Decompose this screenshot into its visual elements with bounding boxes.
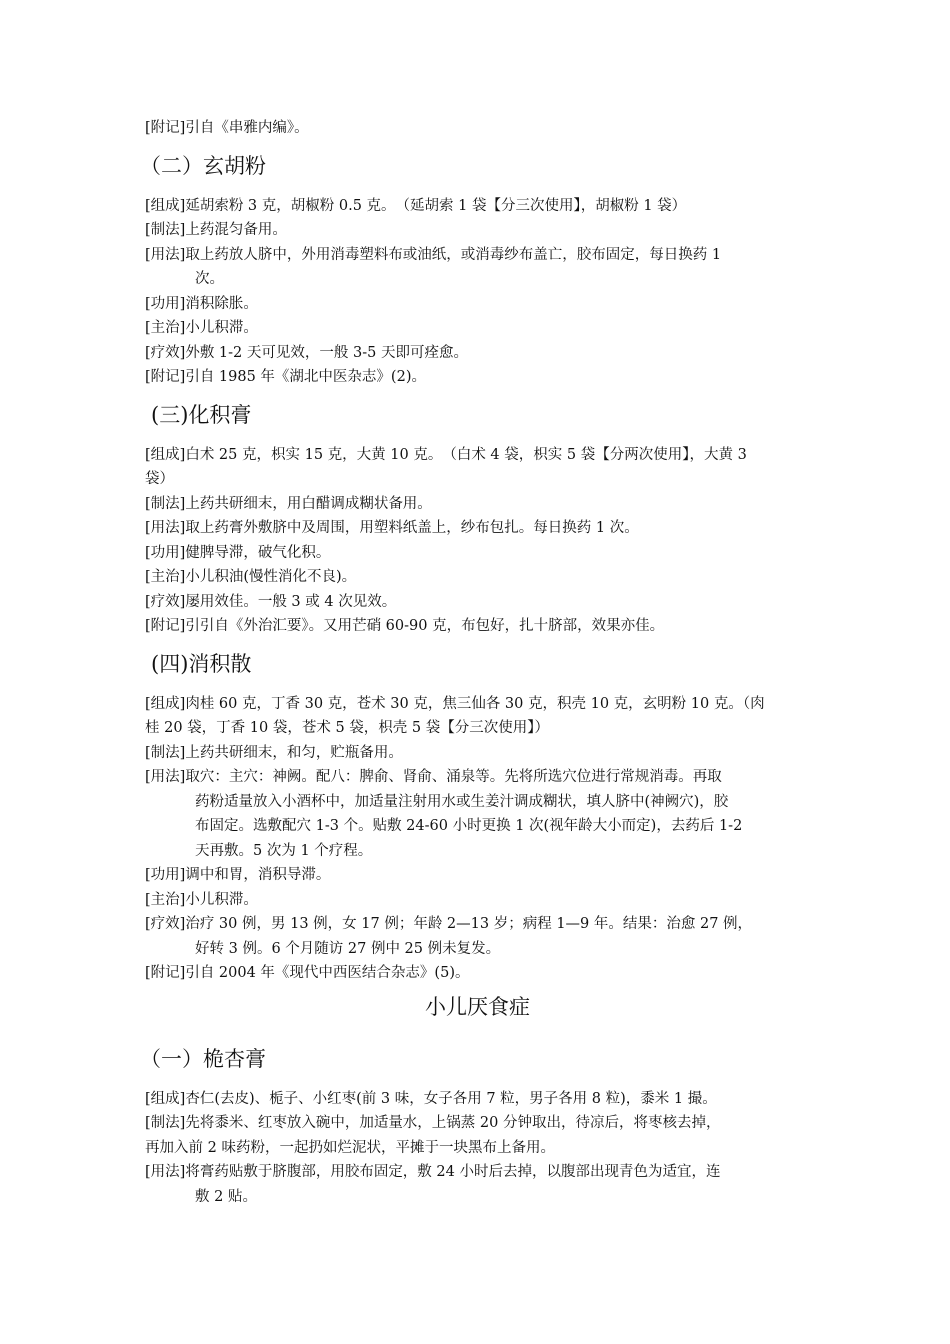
text-line: 再加入前 2 味药粉，一起扔如烂泥状，平摊于一块黑布上备用。 (145, 1139, 555, 1156)
text-line: [用法]将膏药贴敷于脐腹部，用胶布固定，敷 24 小时后去掉，以腹部出现青色为适宜，连 (145, 1164, 721, 1180)
section-xuanhu-powder (145, 194, 810, 390)
text-line: [制法]上药共研细末，用白醋调成糊状备用。 (145, 495, 432, 512)
section-xiaoji-powder (145, 692, 810, 986)
text-line: 布固定。选敷配穴 1-3 个。贴敷 24-60 小时更换 1 次(视年龄大小而定)，去药后 1-2 (195, 818, 743, 834)
section-zhixing-paste (145, 1087, 810, 1210)
text-line: 药粉适量放入小酒杯中，加适量注射用水或生姜汁调成糊状，填人脐中(神阙穴)，胶 (195, 793, 729, 810)
text-line: [功用]消积除胀。 (145, 295, 258, 312)
text-line: 袋） (145, 471, 174, 487)
text-line: [制法]上药混匀备用。 (145, 222, 287, 238)
text-line: [用法]取穴：主穴：神阙。配八：脾俞、肾俞、涌泉等。先将所选穴位进行常规消毒。再取 (145, 769, 722, 785)
text-line: [主治]小儿积滞。 (145, 891, 258, 908)
text-line: [附记]引自 1985 年《湖北中医杂志》(2)。 (145, 369, 426, 385)
text-line: [用法]取上药膏外敷脐中及周围，用塑料纸盖上，纱布包扎。每日换药 1 次。 (145, 520, 639, 536)
heading-zhixing-paste: （一）桅杏膏 (140, 1046, 266, 1071)
text-line: [组成]白术 25 克，枳实 15 克，大黄 10 克。 （白术 4 袋，枳实 5 袋【分两次使用】，大黄 3 (145, 446, 747, 463)
text-line: 敷 2 贴。 (195, 1188, 257, 1205)
section-title-anorexia: 小儿厌食症 (425, 994, 530, 1019)
text-line: 次。 (195, 271, 224, 287)
text-line: 好转 3 例。6 个月随访 27 例中 25 例未复发。 (195, 940, 501, 957)
text-line: 天再敷。5 次为 1 个疗程。 (195, 842, 373, 859)
text-line: 桂 20 袋，丁香 10 袋，苍术 5 袋，枳壳 5 袋【分三次使用】） (145, 720, 549, 736)
text-line: [制法]上药共研细末，和匀，贮瓶备用。 (145, 744, 403, 761)
text-line: [制法]先将黍米、红枣放入碗中，加适量水，上锅蒸 20 分钟取出，待凉后，将枣核去掉， (145, 1115, 721, 1131)
section-huaji-paste (145, 443, 810, 639)
text-line: [功用]健脾导滞，破气化积。 (145, 544, 331, 561)
heading-huaji-paste: (三)化积膏 (151, 402, 252, 427)
text-line: [附记]引自 2004 年《现代中西医结合杂志》(5)。 (145, 965, 470, 981)
text-line: [主治]小儿积油(慢性消化不良)。 (145, 569, 357, 585)
text-line: [疗效]治疗 30 例，男 13 例，女 17 例；年龄 2—13 岁；病程 1—9 年。结果：治愈 27 例， (145, 916, 753, 932)
heading-xiaoji-powder: (四)消积散 (151, 651, 252, 676)
text-line: [附记]引自《串雅内编》。 (145, 120, 309, 136)
document-page (140, 116, 810, 1209)
text-line: [组成]杏仁(去皮)、栀子、小红枣(前 3 味，女子各用 7 粒，男子各用 8 粒)，黍米 1 撮。 (145, 1090, 717, 1107)
text-line: [用法]取上药放人脐中，外用消毒塑料布或油纸，或消毒纱布盖亡，胶布固定，每日换药 1 (145, 246, 722, 263)
text-line: [组成]延胡索粉 3 克，胡椒粉 0.5 克。 （延胡索 1 袋【分三次使用】，胡椒粉 1 袋） (145, 197, 687, 214)
section-s0 (145, 116, 810, 141)
text-line: [主治]小儿积滞。 (145, 320, 258, 336)
text-line: [功用]调中和胃，消积导滞。 (145, 867, 331, 883)
text-line: [附记]引引自《外治汇要》。又用芒硝 60-90 克，布包好，扎十脐部，效果亦佳。 (145, 618, 665, 634)
text-line: [疗效]外敷 1-2 天可见效，一般 3-5 天即可痊愈。 (145, 344, 468, 361)
text-line: [组成]肉桂 60 克，丁香 30 克，苍术 30 克，焦三仙各 30 克，积壳 10 克，玄明粉 10 克。（肉 (145, 695, 765, 712)
text-line: [疗效]屡用效佳。一般 3 或 4 次见效。 (145, 593, 397, 610)
heading-xuanhu-powder: （二）玄胡粉 (140, 153, 266, 178)
